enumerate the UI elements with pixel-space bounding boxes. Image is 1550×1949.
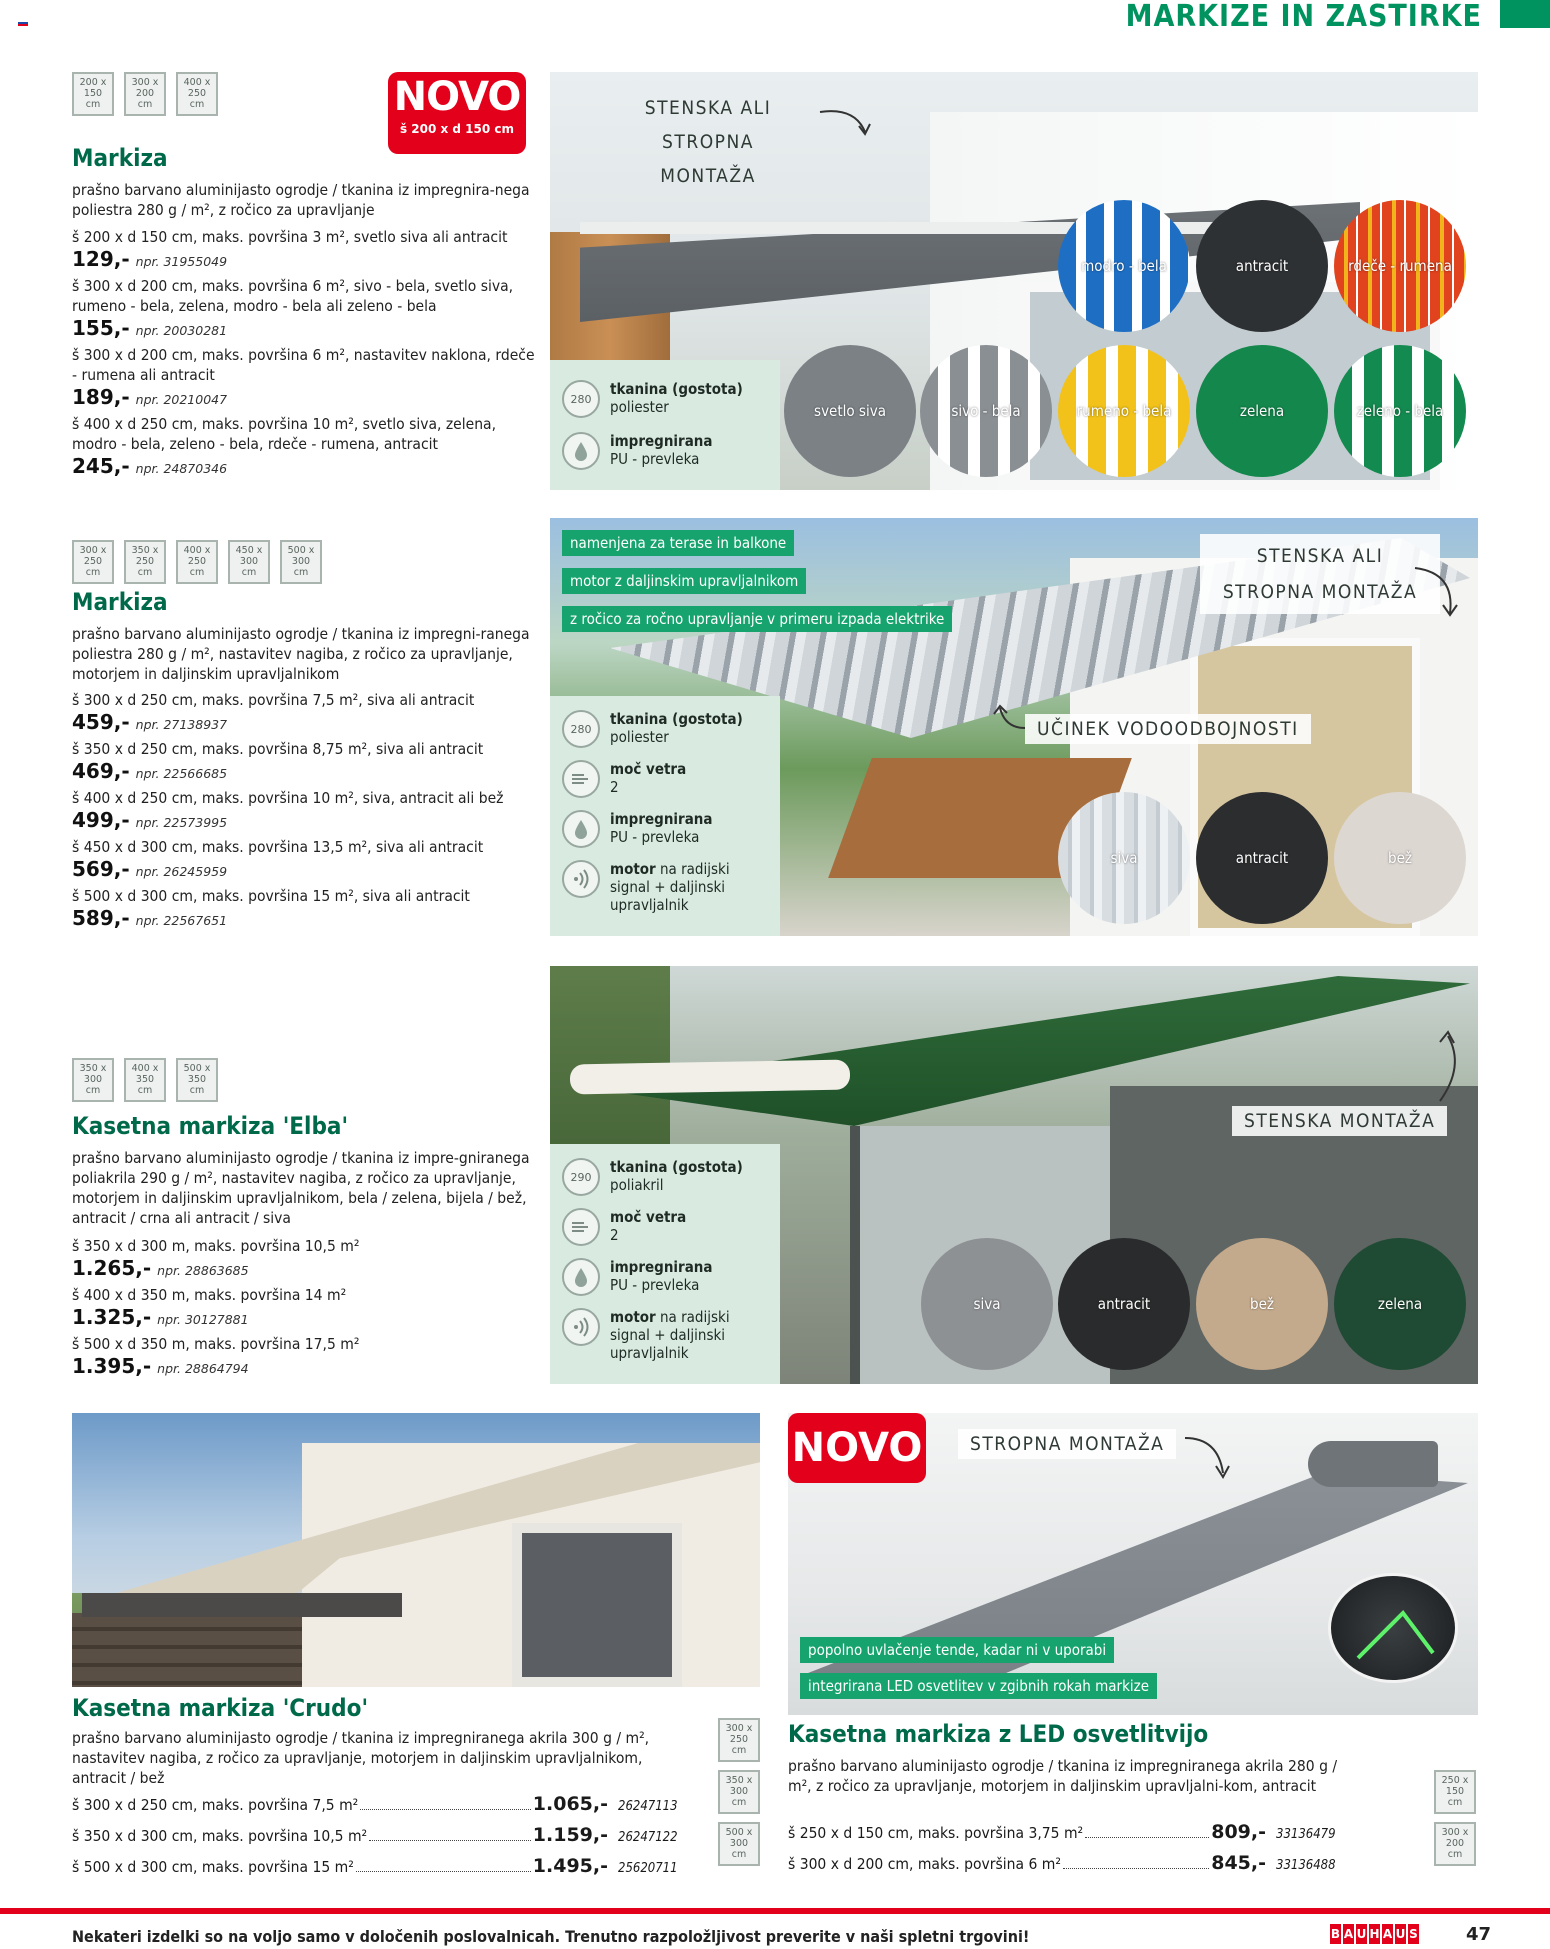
variant-spec: š 350 x d 300 m, maks. površina 10,5 m²: [72, 1237, 360, 1255]
swatch-green: zelena: [1196, 345, 1328, 477]
mounting-callout: STENSKA ALI STROPNA MONTAŽA: [1200, 534, 1440, 614]
size-icon: 350 x 300 cm: [718, 1770, 760, 1814]
variant-spec: š 300 x d 200 cm, maks. površina 6 m², nastavitev naklona, rdeče - rumena ali antracit: [72, 346, 535, 384]
price: 1.265,-: [72, 1256, 152, 1280]
price: 459,-: [72, 710, 130, 734]
feature-panel: [550, 1144, 780, 1384]
article-number: npr. 20210047: [135, 392, 228, 407]
variant-list: [72, 690, 542, 935]
variant-list: [72, 1236, 542, 1383]
water-drop-icon: [562, 1258, 600, 1296]
article-number: 26247122: [618, 1830, 678, 1845]
feature-impregnated: impregnirana PU - prevleka: [562, 810, 713, 848]
variant-spec: š 400 x d 250 cm, maks. površina 10 m², siva, antracit ali bež: [72, 789, 504, 807]
price: 589,-: [72, 906, 130, 930]
variant-spec: š 450 x d 300 cm, maks. površina 13,5 m², siva ali antracit: [72, 838, 484, 856]
price: 469,-: [72, 759, 130, 783]
product-title: Markiza: [72, 588, 168, 616]
size-icon: 250 x 150 cm: [1434, 1770, 1476, 1814]
article-number: npr. 22566685: [135, 766, 228, 781]
wind-icon: [562, 760, 600, 798]
article-number: 26247113: [618, 1799, 678, 1814]
water-repellent-callout: UČINEK VODOODBOJNOSTI: [1025, 714, 1311, 744]
language-flag-icon: [18, 20, 28, 27]
price: 499,-: [72, 808, 130, 832]
led-arm-icon: [1348, 1598, 1448, 1668]
mounting-callout: STROPNA MONTAŽA: [958, 1429, 1176, 1459]
size-icons: [718, 1718, 760, 1866]
price: 189,-: [72, 385, 130, 409]
product-title: Markiza: [72, 144, 168, 172]
size-icon: 400 x 350 cm: [124, 1058, 166, 1102]
size-icons: [72, 1058, 218, 1102]
variant-spec: š 300 x d 250 cm, maks. površina 7,5 m²: [72, 1796, 359, 1814]
water-drop-icon: [562, 810, 600, 848]
curved-arrow-icon: [1410, 563, 1470, 623]
product-title: Kasetna markiza z LED osvetlitvijo: [788, 1720, 1209, 1748]
footer-divider: [0, 1908, 1550, 1914]
article-number: npr. 20030281: [135, 323, 228, 338]
variant-spec: š 500 x d 350 m, maks. površina 17,5 m²: [72, 1335, 360, 1353]
logo-letter: A: [1343, 1924, 1354, 1944]
size-icon: 400 x 250 cm: [176, 72, 218, 116]
variant-spec: š 350 x d 250 cm, maks. površina 8,75 m², siva ali antracit: [72, 740, 484, 758]
swatch-grey: siva: [921, 1238, 1053, 1370]
mounting-callout: STENSKA ALI STROPNA MONTAŽA: [644, 97, 772, 187]
feature-wind: moč vetra 2: [562, 760, 686, 798]
feature-wind: moč vetra 2: [562, 1208, 686, 1246]
product-title: Kasetna markiza 'Crudo': [72, 1694, 369, 1722]
feature-tag: motor z daljinskim upravljalnikom: [562, 568, 806, 594]
variant-spec: š 500 x d 300 cm, maks. površina 15 m²: [72, 1858, 354, 1876]
article-number: 33136488: [1276, 1858, 1336, 1873]
size-icon: 300 x 200 cm: [124, 72, 166, 116]
size-icon: 400 x 250 cm: [176, 540, 218, 584]
product-description: prašno barvano aluminijasto ogrodje / tkanina iz impregniranega akrila 280 g / m², z ročico za upravljanje, motorjem in daljinskim upravljalni-kom, antracit: [788, 1757, 1338, 1795]
price: 245,-: [72, 454, 130, 478]
size-icons: [1434, 1770, 1476, 1866]
feature-tag: popolno uvlačenje tende, kadar ni v uporabi: [800, 1637, 1114, 1663]
swatch-red-yellow: rdeče - rumena: [1334, 200, 1466, 332]
logo-letter: A: [1382, 1924, 1393, 1944]
feature-fabric: 280 tkanina (gostota) poliester: [562, 710, 743, 748]
swatch-yellow-white: rumeno - bela: [1058, 345, 1190, 477]
section-title: MARKIZE IN ZASTIRKE: [1125, 0, 1482, 34]
size-icon: 500 x 300 cm: [718, 1822, 760, 1866]
curved-arrow-icon: [815, 102, 875, 142]
size-icon: 500 x 300 cm: [280, 540, 322, 584]
variant-spec: š 500 x d 300 cm, maks. površina 15 m², siva ali antracit: [72, 887, 470, 905]
variant-spec: š 400 x d 350 m, maks. površina 14 m²: [72, 1286, 347, 1304]
variant-spec: š 300 x d 250 cm, maks. površina 7,5 m², siva ali antracit: [72, 691, 475, 709]
section-title-bar: [1500, 0, 1550, 28]
article-number: 25620711: [618, 1861, 678, 1876]
swatch-grey: siva: [1058, 792, 1190, 924]
product-photo-led-awning: [788, 1413, 1478, 1715]
brand-logo: [1330, 1924, 1419, 1944]
swatch-green: zelena: [1334, 1238, 1466, 1370]
article-number: npr. 28864794: [157, 1361, 249, 1376]
product-title: Kasetna markiza 'Elba': [72, 1112, 349, 1140]
variant-spec: š 400 x d 250 cm, maks. površina 10 m², svetlo siva, zelena, modro - bela, zeleno - bela, rdeče - rumena, antracit: [72, 415, 497, 453]
swatch-blue-white: modro - bela: [1058, 200, 1190, 332]
article-number: npr. 30127881: [157, 1312, 249, 1327]
price: 809,-: [1211, 1821, 1266, 1843]
article-number: 33136479: [1276, 1827, 1336, 1842]
variant-spec: š 300 x d 200 cm, maks. površina 6 m²: [788, 1855, 1061, 1873]
variant-spec: š 350 x d 300 cm, maks. površina 10,5 m²: [72, 1827, 368, 1845]
feature-tag: z ročico za ročno upravljanje v primeru izpada elektrike: [562, 606, 952, 632]
size-icon: 500 x 350 cm: [176, 1058, 218, 1102]
fabric-density-icon: 290: [562, 1158, 600, 1196]
feature-motor: motor na radijski signal + daljinski upravljalnik: [562, 1308, 750, 1362]
swatch-green-white: zeleno - bela: [1334, 345, 1466, 477]
article-number: npr. 22573995: [135, 815, 228, 830]
swatch-beige: bež: [1334, 792, 1466, 924]
product-description: prašno barvano aluminijasto ogrodje / tkanina iz impre-gniranega poliakrila 290 g / m², nastavitev nagiba, z ročico za upravljanje, motorjem in daljinskim upravljalnikom, bela / zelena, bijela / bež, antracit / crna ali antracit / siva: [72, 1149, 530, 1227]
price: 569,-: [72, 857, 130, 881]
feature-tag: namenjena za terase in balkone: [562, 530, 794, 556]
size-icon: 450 x 300 cm: [228, 540, 270, 584]
product-description: prašno barvano aluminijasto ogrodje / tkanina iz impregnira-nega poliestra 280 g / m², z ročico za upravljanje: [72, 181, 530, 219]
feature-impregnated: impregnirana PU - prevleka: [562, 1258, 713, 1296]
price: 1.065,-: [532, 1793, 608, 1815]
novo-badge: NOVO š 200 x d 150 cm: [388, 72, 526, 154]
feature-panel: [550, 360, 780, 490]
swatch-anthracite: antracit: [1196, 200, 1328, 332]
price: 129,-: [72, 247, 130, 271]
article-number: npr. 26245959: [135, 864, 228, 879]
size-icon: 300 x 250 cm: [718, 1718, 760, 1762]
variant-spec: š 300 x d 200 cm, maks. površina 6 m², sivo - bela, svetlo siva, rumeno - bela, zelena, modro - bela ali zeleno - bela: [72, 277, 514, 315]
wind-icon: [562, 1208, 600, 1246]
feature-tag: integrirana LED osvetlitev v zgibnih rokah markize: [800, 1673, 1157, 1699]
product-description: prašno barvano aluminijasto ogrodje / tkanina iz impregniranega akrila 300 g / m², nastavitev nagiba, z ročico za upravljanje, motorjem in daljinskim upravljalnikom, antracit / bež: [72, 1729, 650, 1787]
variant-list: [72, 1790, 690, 1883]
swatch-grey-white: sivo - bela: [920, 345, 1052, 477]
footer-note: Nekateri izdelki so na voljo samo v določenih poslovalnicah. Trenutno razpoložljivost preverite v naši spletni trgovini!: [72, 1927, 1030, 1946]
variant-spec: š 200 x d 150 cm, maks. površina 3 m², svetlo siva ali antracit: [72, 228, 508, 246]
logo-letter: U: [1395, 1924, 1406, 1944]
mounting-callout: STENSKA MONTAŽA: [1232, 1106, 1447, 1136]
price: 1.395,-: [72, 1354, 152, 1378]
article-number: npr. 31955049: [135, 254, 228, 269]
swatch-anthracite: antracit: [1058, 1238, 1190, 1370]
size-icon: 200 x 150 cm: [72, 72, 114, 116]
radio-signal-icon: [562, 860, 600, 898]
feature-motor: motor na radijski signal + daljinski upravljalnik: [562, 860, 750, 914]
variant-list: [788, 1818, 1348, 1880]
variant-list: [72, 227, 542, 483]
price: 155,-: [72, 316, 130, 340]
logo-letter: H: [1369, 1924, 1380, 1944]
novo-badge: NOVO: [788, 1413, 926, 1483]
water-drop-icon: [562, 432, 600, 470]
feature-fabric: 290 tkanina (gostota) poliakril: [562, 1158, 743, 1196]
product-photo-cassette-crudo: [72, 1413, 760, 1687]
curved-arrow-icon: [1183, 1433, 1233, 1483]
size-icons: [72, 540, 322, 584]
price: 1.325,-: [72, 1305, 152, 1329]
logo-letter: S: [1408, 1924, 1419, 1944]
fabric-density-icon: 280: [562, 710, 600, 748]
price: 1.159,-: [532, 1824, 608, 1846]
swatch-beige: bež: [1196, 1238, 1328, 1370]
arrow-left-icon: [990, 698, 1030, 738]
size-icon: 300 x 250 cm: [72, 540, 114, 584]
price: 1.495,-: [532, 1855, 608, 1877]
article-number: npr. 27138937: [135, 717, 228, 732]
swatch-anthracite: antracit: [1196, 792, 1328, 924]
size-icons: [72, 72, 218, 116]
price: 845,-: [1211, 1852, 1266, 1874]
logo-letter: B: [1330, 1924, 1341, 1944]
size-icon: 350 x 250 cm: [124, 540, 166, 584]
product-description: prašno barvano aluminijasto ogrodje / tkanina iz impregni-ranega poliestra 280 g / m², nastavitev nagiba, z ročico za upravljanje, motorjem in daljinskim upravljalnikom: [72, 625, 530, 683]
page-number: 47: [1466, 1924, 1492, 1945]
feature-impregnated: impregnirana PU - prevleka: [562, 432, 713, 470]
feature-fabric: 280 tkanina (gostota) poliester: [562, 380, 743, 418]
size-icon: 350 x 300 cm: [72, 1058, 114, 1102]
radio-signal-icon: [562, 1308, 600, 1346]
variant-spec: š 250 x d 150 cm, maks. površina 3,75 m²: [788, 1824, 1084, 1842]
logo-letter: U: [1356, 1924, 1367, 1944]
feature-panel: [550, 696, 780, 936]
article-number: npr. 24870346: [135, 461, 228, 476]
fabric-density-icon: 280: [562, 380, 600, 418]
article-number: npr. 22567651: [135, 913, 228, 928]
size-icon: 300 x 200 cm: [1434, 1822, 1476, 1866]
article-number: npr. 28863685: [157, 1263, 249, 1278]
curved-arrow-icon: [1420, 1026, 1470, 1106]
swatch-light-grey: svetlo siva: [784, 345, 916, 477]
